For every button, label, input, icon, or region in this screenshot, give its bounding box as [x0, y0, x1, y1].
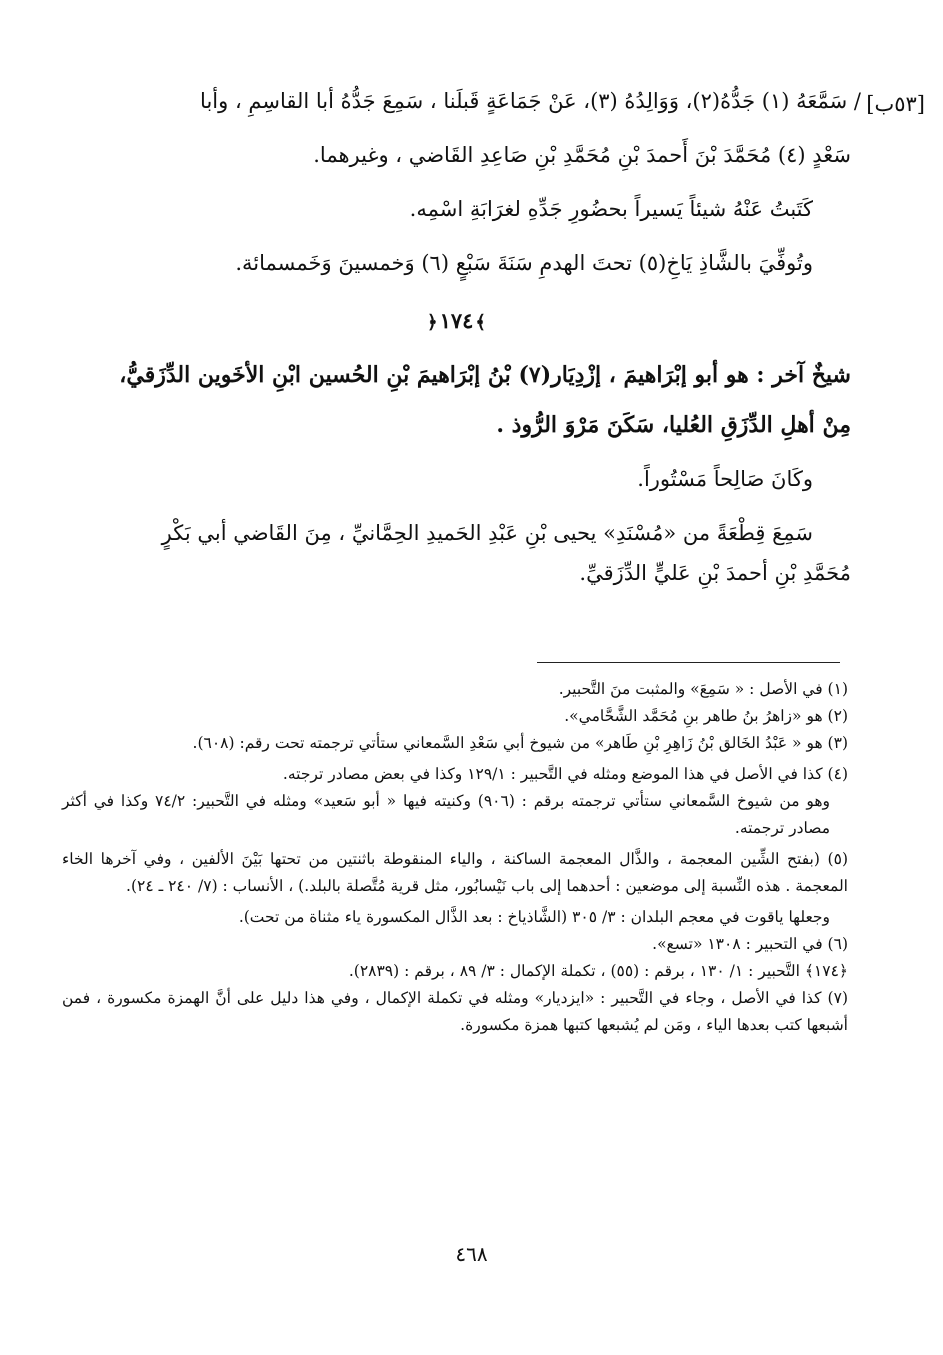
footnote-separator — [537, 662, 840, 663]
main-line: وتُوفِّيَ بالشَّاذِ يَاخِ(٥) تحتَ الهدمِ سَنَةَ سَبْعٍ (٦) وَخمسينَ وَخَمسمائة. — [235, 251, 813, 275]
footnote: (٧) كذا في الأصل ، وجاء في التَّحبير : «ايزديار» ومثله في تكملة الإكمال ، وفي هذا دليل على أنَّ الهمزة مكسورة ، فمن أشبعها كتب بعدها الياء ، ومَن لم يُشبعها كتبها همزة مكسورة. — [62, 989, 848, 1034]
footnote: (١) في الأصل : « سَمِعَ» والمثبت منَ التَّحبير. — [558, 680, 848, 698]
footnote: ﴿١٧٤﴾ التَّحبير : ١/ ١٣٠ ، برقم : (٥٥) ، تكملة الإكمال : ٣/ ٨٩ ، برقم : (٢٨٣٩). — [348, 962, 848, 980]
main-line: سَعْدٍ (٤) مُحَمَّدَ بْنَ أَحمدَ بْنِ مُحَمَّدِ بْنِ صَاعِدِ القَاضي ، وغيرهما. — [313, 143, 851, 167]
footnote: (٦) في التحبير : ١٣٠٨ «تسع». — [652, 935, 848, 953]
entry-number-text: ١٧٤ — [439, 308, 474, 333]
entry-number — [62, 306, 851, 338]
main-line: سَمِعَ قِطْعَةً من «مُسْنَدِ» يحيى بْنِ عَبْدِ الحَميدِ الحِمَّانيِّ ، مِنَ القَاضي أبي بَكْرٍ — [161, 521, 813, 545]
biography-heading: شيخٌ آخر : هو أبو إبْرَاهيمَ ، إزْدِيَار(٧) بْنُ إبْرَاهيمَ بْنِ الحُسين ابْنِ الأخَوين الدِّزَقيُّ، — [119, 362, 851, 388]
footnote: وهو من شيوخ السَّمعاني ستأتي ترجمته برقم : (٩٠٦) وكنيته فيها « أبو سَعيد» ومثله في التَّحبير: ٧٤/٢ وكذا في أكثر مصادر ترجمته. — [62, 792, 830, 837]
footnote: (٤) كذا في الأصل في هذا الموضع ومثله في التَّحبير : ١٢٩/١ وكذا في بعض مصادر ترجته. — [282, 765, 848, 783]
biography-heading: مِنْ أهلِ الدِّزَقِ العُليا، سَكَنَ مَرْوَ الرُّوذ . — [496, 412, 851, 438]
main-line: / سَمَّعَهُ (١) جَدُّهُ(٢)، وَوَالِدُهُ (٣)، عَنْ جَمَاعَةٍ قَبلَنا ، سَمِعَ جَدُّهُ أبا القاسِمِ ، وأبا — [200, 89, 861, 113]
ornament-bracket-left: ﴿ — [427, 312, 438, 333]
footnote: (٥) (بفتح الشِّين المعجمة ، والذَّال المعجمة الساكنة ، والياء المنقوطة باثنتين من تحتها بَيْنَ الألفين ، وفي آخرها الخاء المعجمة . هذه النِّسبة إلى موضعين : أحدهما إلى باب نَيْسابُور، مثل قرية مُتَّصلة بالبلد.) ، الأنساب : (٧/ ٢٤٠ ـ ٢٤). — [62, 850, 848, 895]
main-line: مُحَمَّدِ بْنِ أحمدَ بْنِ عَليٍّ الدِّزَقيِّ. — [579, 561, 851, 585]
main-text — [62, 86, 861, 612]
ornament-bracket-right: ﴾ — [475, 312, 486, 333]
footnote: (٣) هو « عَبْدُ الخَالق بْنُ زَاهِرِ بْنِ طَاهر» من شيوخ أبي سَعْدِ السَّمعاني ستأتي ترجمته تحت رقم: (٦٠٨). — [192, 734, 848, 752]
folio-marker: [٥٣ب] — [866, 92, 925, 116]
footnotes — [62, 676, 848, 1039]
footnote: (٢) هو «زاهرُ بنُ طاهر بنِ مُحَمَّد الشَّحَّامي». — [564, 707, 848, 725]
footnote: وجعلها ياقوت في معجم البلدان : ٣/ ٣٠٥ (الشَّاذياخ : بعد الذَّال المكسورة ياء مثناة من تحت). — [238, 908, 830, 926]
page-number: ٤٦٨ — [455, 1242, 488, 1266]
main-line: كَتَبتُ عَنْهُ شيئاً يَسيراً بحضُورِ جَدِّهِ لغرَابَةِ اسْمِه. — [409, 197, 813, 221]
main-line: وكَانَ صَالِحاً مَسْتُوراً. — [637, 467, 813, 491]
